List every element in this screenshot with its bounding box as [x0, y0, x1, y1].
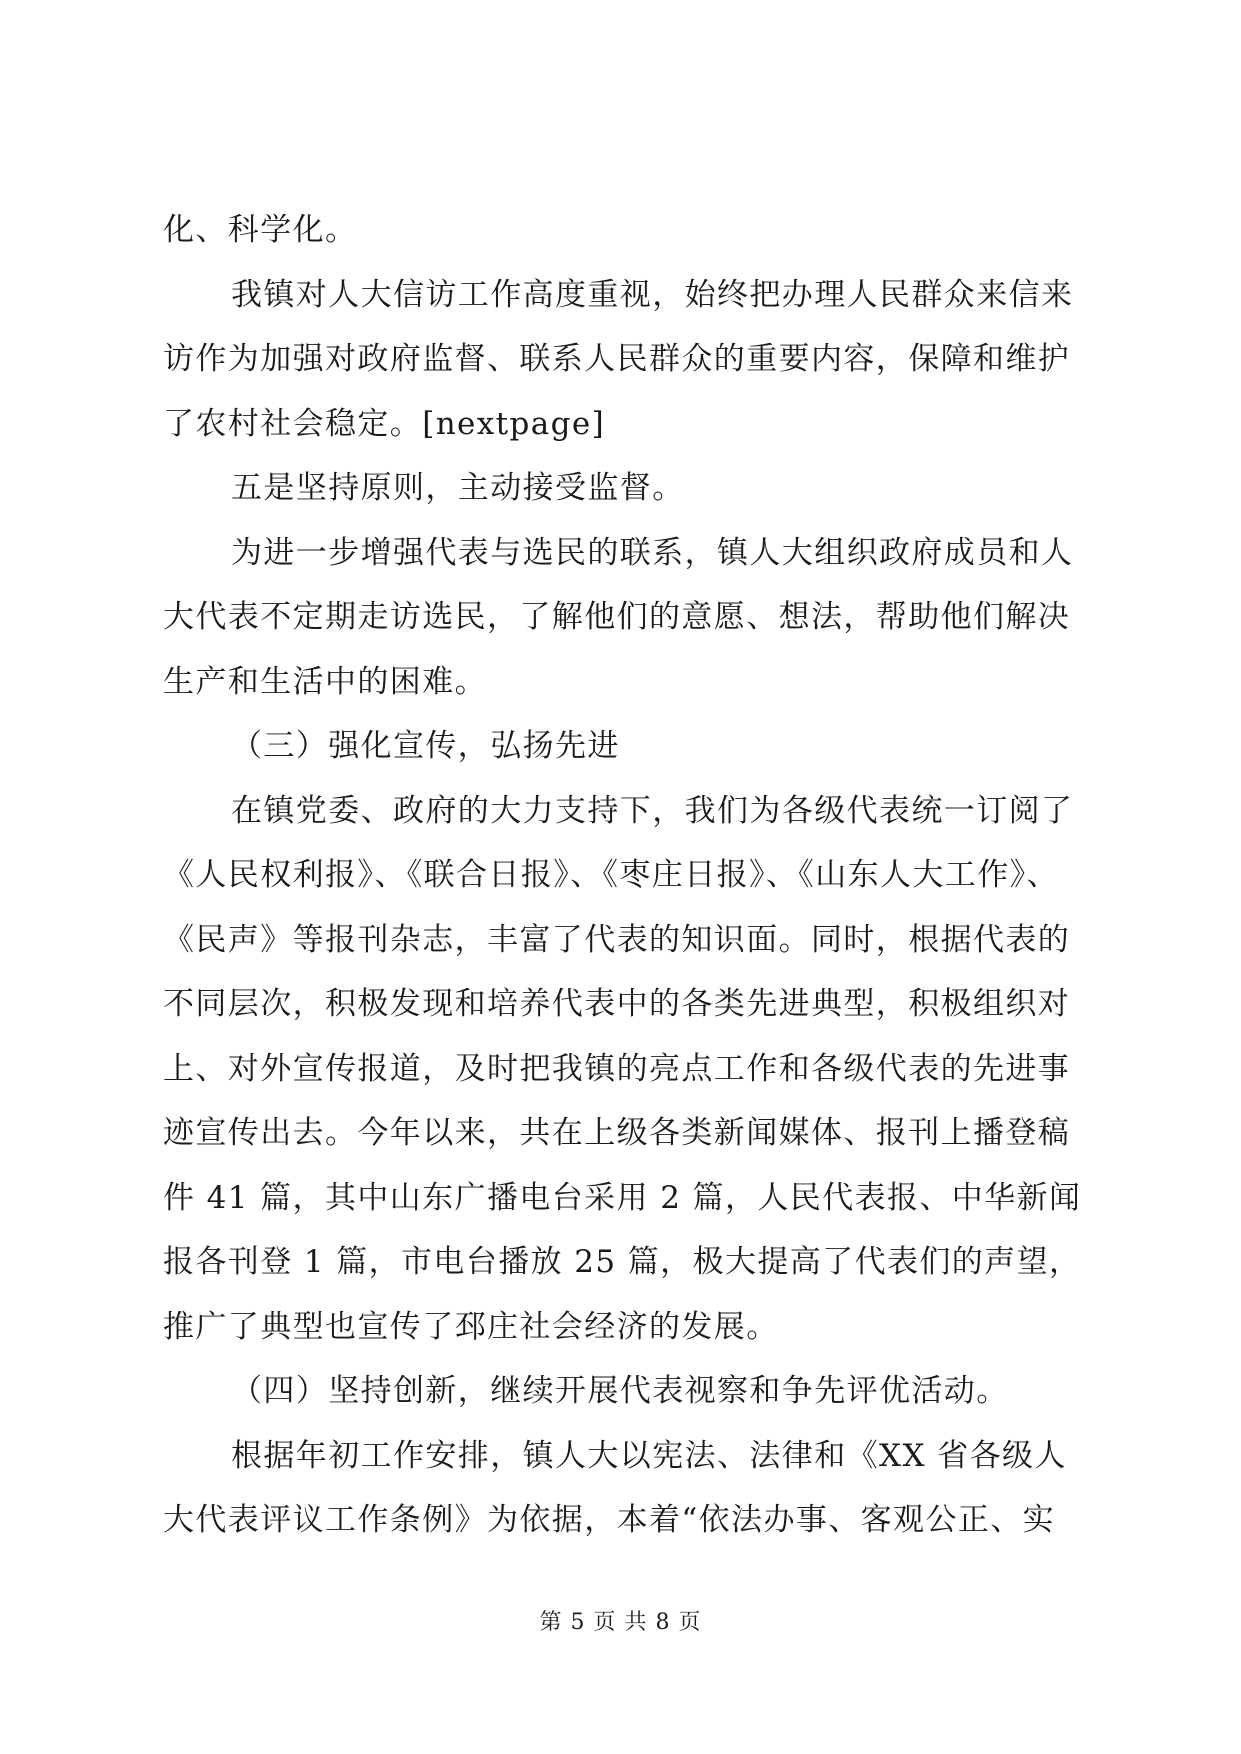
text-line: 我镇对人大信访工作高度重视，始终把办理人民群众来信来	[231, 276, 1074, 313]
section-heading: （三）强化宣传，弘扬先进	[231, 728, 620, 764]
section-heading: （四）坚持创新，继续开展代表视察和争先评优活动。	[231, 1373, 1009, 1409]
text-line: 迹宣传出去。今年以来，共在上级各类新闻媒体、报刊上播登稿	[163, 1115, 1071, 1151]
text-line: 大代表不定期走访选民，了解他们的意愿、想法，帮助他们解决	[163, 599, 1071, 635]
text-line: 化、科学化。	[163, 212, 358, 248]
text-line: 件 41 篇，其中山东广播电台采用 2 篇，人民代表报、中华新闻	[163, 1179, 1082, 1216]
text-line: 《人民权利报》、《联合日报》、《枣庄日报》、《山东人大工作》、	[163, 857, 1059, 893]
text-line: 上、对外宣传报道，及时把我镇的亮点工作和各级代表的先进事	[163, 1050, 1071, 1087]
page-number-footer: 第 5 页 共 8 页	[539, 1610, 702, 1635]
section-point: 五是坚持原则，主动接受监督。	[231, 470, 685, 506]
text-line: 为进一步增强代表与选民的联系，镇人大组织政府成员和人	[231, 534, 1074, 571]
text-line: 大代表评议工作条例》为依据，本着“依法办事、客观公正、实	[163, 1502, 1056, 1538]
text-line: 不同层次，积极发现和培养代表中的各类先进典型，积极组织对	[163, 986, 1071, 1022]
text-line: 在镇党委、政府的大力支持下，我们为各级代表统一订阅了	[231, 792, 1074, 829]
text-line: 生产和生活中的困难。	[163, 663, 487, 700]
text-line: 《民声》等报刊杂志，丰富了代表的知识面。同时，根据代表的	[163, 921, 1071, 958]
text-line: 根据年初工作安排，镇人大以宪法、法律和《XX 省各级人	[231, 1437, 1067, 1474]
text-line: 了农村社会稳定。[nextpage]	[163, 405, 606, 442]
text-line: 报各刊登 1 篇，市电台播放 25 篇，极大提高了代表们的声望，	[163, 1244, 1082, 1280]
body-text	[163, 198, 1083, 1553]
text-line: 推广了典型也宣传了邳庄社会经济的发展。	[163, 1308, 779, 1345]
text-line: 访作为加强对政府监督、联系人民群众的重要内容，保障和维护	[163, 341, 1071, 377]
